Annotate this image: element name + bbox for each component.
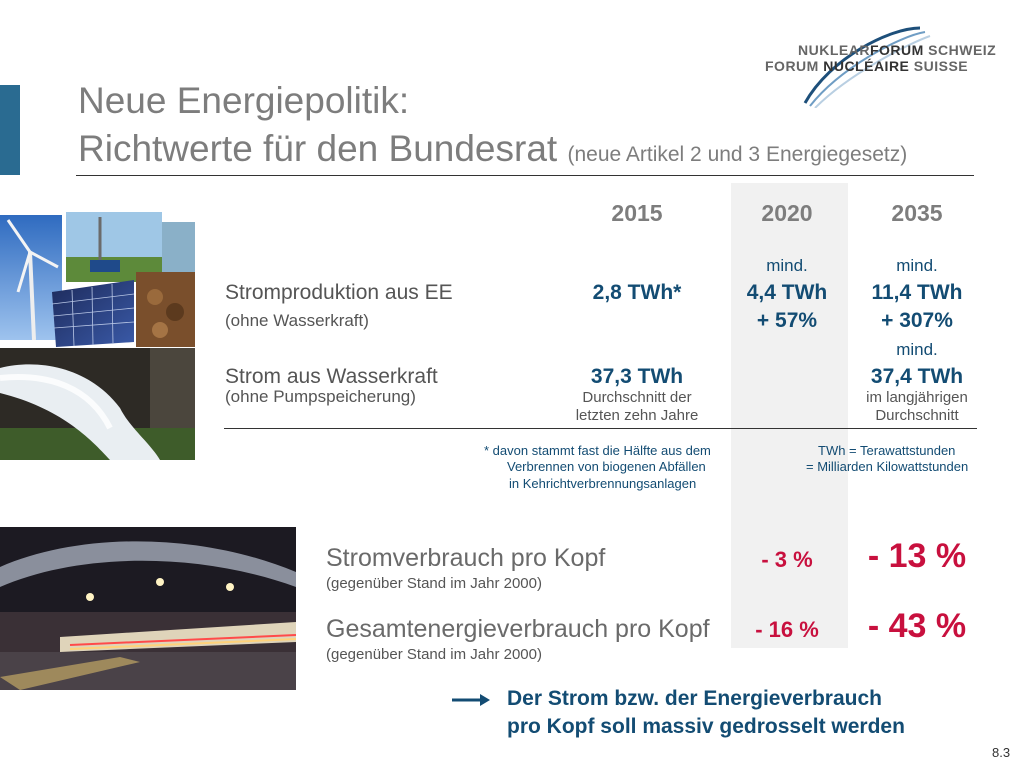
logo-text-part: NUCLÉAIRE [823,58,910,74]
row2-note-2035-line2: Durchschnitt [875,407,959,424]
year-header-2015: 2015 [611,200,663,226]
row2-value-2015: 37,3 TWh [590,365,684,388]
renewables-photo-collage [0,212,195,347]
consumption-row2-value-2035: - 43 % [867,607,967,645]
column-2020-highlight [731,183,848,648]
row2-sublabel: (ohne Pumpspeicherung) [225,387,416,406]
title-divider [76,175,974,176]
consumption-row2-value-2020: - 16 % [755,617,819,642]
conclusion-line1: Der Strom bzw. der Energieverbrauch [507,687,882,710]
row1-pre-2020: mind. [766,256,808,275]
footnote-left-line1: * davon stammt fast die Hälfte aus dem [484,443,711,458]
row1-pre-2035: mind. [896,256,938,275]
footnote-left-line3: in Kehrichtverbrennungsanlagen [509,476,697,491]
row1-pct-2035: + 307% [881,309,953,332]
train-station-night-photo [0,527,296,690]
conclusion-text [507,685,905,741]
row2-note-2015-line2: letzten zehn Jahre [575,407,699,424]
row1-value-2015: 2,8 TWh* [592,281,682,304]
consumption-row2-label: Gesamtenergieverbrauch pro Kopf [326,615,710,643]
row2-note-2015-line1: Durchschnitt der [582,389,692,406]
consumption-row1-sublabel: (gegenüber Stand im Jahr 2000) [326,575,542,592]
row2-label: Strom aus Wasserkraft [225,365,438,388]
consumption-row1-value-2035: - 13 % [867,537,967,575]
logo-text-part: SCHWEIZ [923,42,997,58]
logo-text-line1 [798,42,996,58]
footnote-right-line2: = Milliarden Kilowattstunden [806,459,969,474]
footnote-left-line2: Verbrennen von biogenen Abfällen [507,459,706,474]
row2-value-2035: 37,4 TWh [870,365,964,388]
consumption-row1-value-2020: - 3 % [761,547,813,572]
arrow-right-icon [452,692,492,708]
row1-value-2020: 4,4 TWh [746,281,828,304]
title-subtitle: (neue Artikel 2 und 3 Energiegesetz) [567,143,908,166]
row1-value-2035: 11,4 TWh [871,281,963,304]
title-main: Richtwerte für den Bundesrat [78,128,558,169]
logo-text-line2 [765,58,968,74]
consumption-row2-sublabel: (gegenüber Stand im Jahr 2000) [326,646,542,663]
hydropower-waterfall-photo [0,348,195,460]
logo-text-part: NUKLEAR [798,42,870,58]
logo-text-part: SUISSE [909,58,969,74]
row1-label: Stromproduktion aus EE [225,281,453,304]
accent-bar [0,85,20,175]
row2-note-2035-line1: im langjährigen [866,389,968,406]
page-number: 8.3 [992,745,1011,760]
row1-sublabel: (ohne Wasserkraft) [225,311,369,330]
year-header-2020: 2020 [761,200,813,226]
page-title-line1: Neue Energiepolitik: [78,80,410,121]
row2-pre-2035: mind. [896,340,938,359]
page-title-line2 [78,128,907,170]
footnote-right-line1: TWh = Terawattstunden [818,443,956,458]
conclusion-line2: pro Kopf soll massiv gedrosselt werden [507,715,905,738]
row1-pct-2020: + 57% [756,309,818,332]
year-header-2035: 2035 [891,200,943,226]
consumption-row1-label: Stromverbrauch pro Kopf [326,544,606,572]
logo-text-part: FORUM [765,58,824,74]
table-divider [224,428,977,429]
logo-text-part: FORUM [869,42,924,58]
